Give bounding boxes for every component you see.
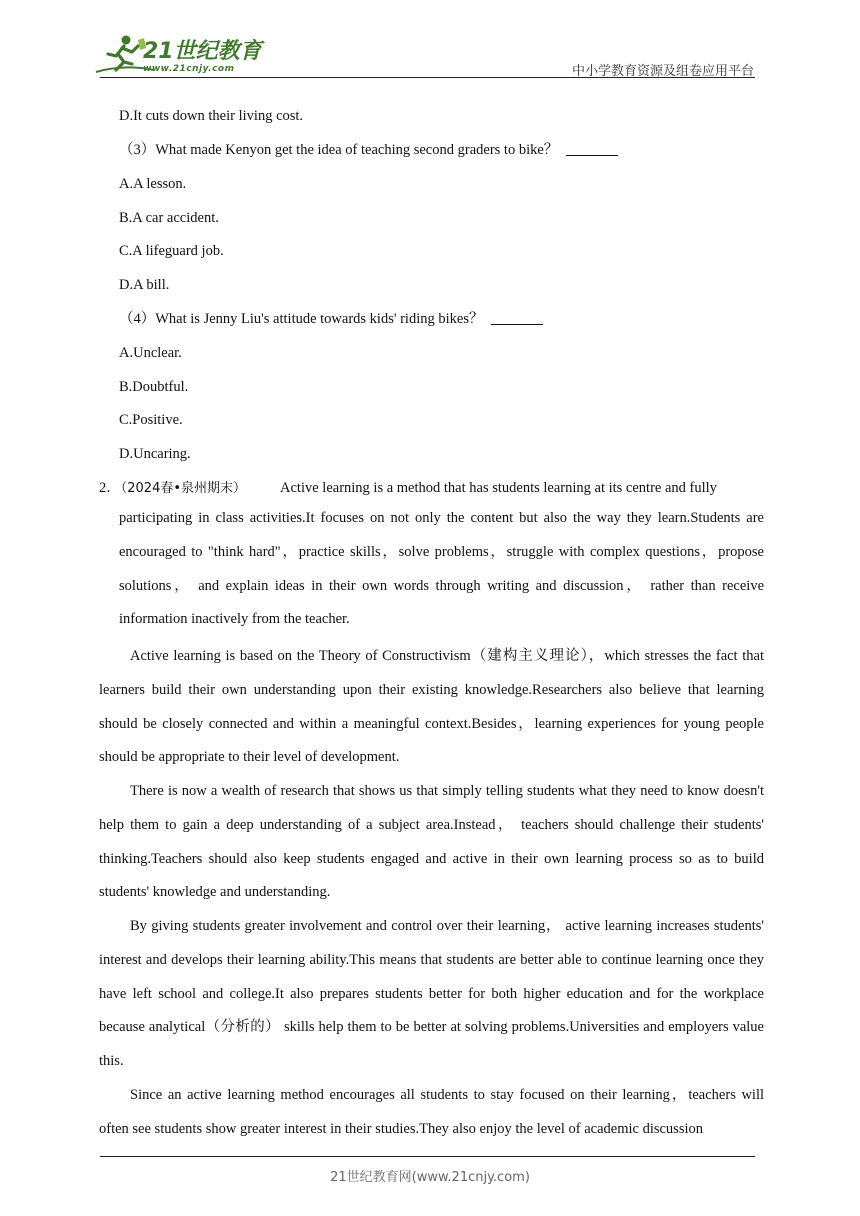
passage-paragraph-3: There is now a wealth of research that shows us that simply telling students what they need to know doesn't help them to gain a deep understanding of a subject area.Instead， teachers should challenge their students' thinking.Teachers should also keep students engaged and active in their own learning process so as to build students' knowledge and understanding. xyxy=(99,783,764,901)
option-d: D.Uncaring. xyxy=(119,446,191,462)
passage-first-line: Active learning is a method that has students learning at its centre and fully xyxy=(280,480,717,496)
option-d-q2: D.It cuts down their living cost. xyxy=(119,108,304,124)
question-3 xyxy=(119,140,618,160)
option-c: C.A lifeguard job. xyxy=(119,243,224,259)
logo-text: 21世纪教育 xyxy=(143,39,262,64)
platform-title: 中小学教育资源及组卷应用平台 xyxy=(571,64,754,79)
item-number: 2． xyxy=(99,480,121,496)
item-2-heading xyxy=(99,478,764,499)
footer-divider xyxy=(100,1156,755,1157)
page-footer: 21世纪教育网(www.21cnjy.com) xyxy=(330,1170,530,1185)
option-b: B.Doubtful. xyxy=(119,379,189,395)
passage-paragraph-1: participating in class activities.It focuses on not only the content but also the way they learn.Students are encouraged to "think hard"，practice skills，solve problems，struggle with complex questions，propose solutions， and explain ideas in their own words through writing and discussion， rather than receive information inactively from the teacher. xyxy=(119,510,764,628)
option-c: C.Positive. xyxy=(119,412,183,428)
passage-paragraph-2: Active learning is based on the Theory of Constructivism（建构主义理论），which stresses the fact that learners build their own understanding upon their existing knowledge.Researchers also believe that learning should be closely connected and within a meaningful context.Besides，learning experiences for young people should be appropriate to their level of development. xyxy=(99,648,764,766)
item-source: （2024春•泉州期末） xyxy=(120,481,247,496)
question-3-stem: （3）What made Kenyon get the idea of teaching second graders to bike？ xyxy=(119,142,559,158)
option-d: D.A bill. xyxy=(119,277,170,293)
answer-blank xyxy=(566,141,618,156)
passage-paragraph-4: By giving students greater involvement and control over their learning， active learning increases students' interest and develops their learning ability.This means that students are better able to continue learning once they have left school and college.It also prepares students better for both higher education and for the workplace because analytical（分析的） skills help them to be better at solving problems.Universities and employers value this. xyxy=(99,918,764,1070)
option-a: A.A lesson. xyxy=(119,176,187,192)
question-4-stem: （4）What is Jenny Liu's attitude towards kids' riding bikes？ xyxy=(119,311,484,327)
option-b: B.A car accident. xyxy=(119,210,219,226)
logo-url: www.21cnjy.com xyxy=(143,64,235,74)
option-a: A.Unclear. xyxy=(119,345,182,361)
question-4 xyxy=(119,309,543,329)
header-divider xyxy=(100,77,755,78)
answer-blank xyxy=(491,310,543,325)
page-header xyxy=(0,0,860,80)
passage-paragraph-5: Since an active learning method encourages all students to stay focused on their learning，teachers will often see students show greater interest in their studies.They also enjoy the level of academic discussion xyxy=(99,1087,764,1137)
